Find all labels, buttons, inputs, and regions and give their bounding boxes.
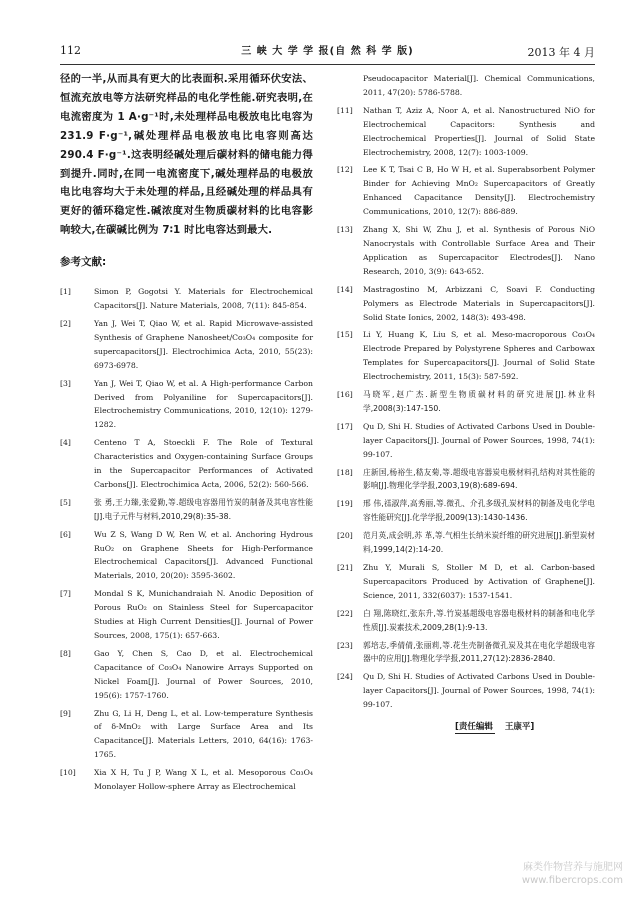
reference-text: Simon P, Gogotsi Y. Materials for Electrochemical Capacitors[J]. Nature Materials, 2008, 7(11): 845-854. [94, 287, 313, 311]
reference-number: [10] [60, 768, 76, 778]
reference-item [337, 497, 595, 525]
reference-list-right [337, 72, 595, 712]
reference-item [60, 285, 313, 313]
reference-number: [23] [337, 640, 353, 650]
reference-text: Pseudocapacitor Material[J]. Chemical Communications, 2011, 47(20): 5786-5788. [363, 74, 595, 97]
reference-number: [17] [337, 421, 353, 431]
reference-item [337, 466, 595, 494]
reference-text: Xia X H, Tu J P, Wang X L, et al. Mesoporous Co₃O₄ Monolayer Hollow-sphere Array as Electrochemical [94, 768, 313, 792]
reference-number: [2] [60, 318, 71, 328]
left-column [60, 70, 313, 798]
reference-number: [12] [337, 165, 353, 175]
reference-item [337, 639, 595, 667]
reference-item [337, 223, 595, 279]
reference-text: Zhu Y, Murali S, Stoller M D, et al. Carbon-based Supercapacitors Produced by Activation of Graphene[J]. Science, 2011, 332(6037): 1537-1541. [363, 563, 595, 600]
reference-item [337, 529, 595, 557]
reference-number: [7] [60, 589, 71, 599]
journal-title: 三 峡 大 学 学 报(自 然 科 学 版) [241, 46, 414, 57]
reference-text: Mastragostino M, Arbizzani C, Soavi F. Conducting Polymers as Electrode Materials in Supercapacitors[J]. Solid State Ionics, 2002, 148(3): 493-498. [363, 284, 595, 322]
reference-number: [18] [337, 467, 353, 477]
reference-number: [13] [337, 225, 353, 235]
reference-number: [22] [337, 608, 353, 618]
reference-item [60, 377, 313, 433]
reference-item [60, 707, 313, 763]
reference-text: Qu D, Shi H. Studies of Activated Carbons Used in Double-layer Capacitors[J]. Journal of Power Sources, 1998, 74(1): 99-107. [363, 672, 595, 710]
reference-text: 白 翔,陈晓红,张东升,等.竹炭基超级电容器电极材料的制备和电化学性质[J].炭素技术,2009,28(1):9-13. [363, 608, 595, 632]
header-rule [60, 64, 595, 65]
reference-text: Lee K T, Tsai C B, Ho W H, et al. Superabsorbent Polymer Binder for Achieving MnO₂ Supercapacitors of Greatly Enhanced Capacitance Density[J]. Electrochemistry Communications, 2010, 12(7): 886-889. [363, 165, 595, 217]
references-title: 参考文献: [60, 256, 107, 269]
reference-item [337, 561, 595, 603]
reference-text: Centeno T A, Stoeckli F. The Role of Textural Characteristics and Oxygen-containing Surface Groups in the Supercapacitor Performances of Activated Carbons[J]. Electrochimica Acta, 2006, 52(2): 560-566. [94, 438, 313, 489]
reference-list-left [60, 285, 313, 794]
reference-number: [20] [337, 531, 353, 541]
reference-item [337, 388, 595, 416]
reference-number [337, 72, 363, 100]
reference-number: [1] [60, 287, 71, 297]
reference-text: 马晓军,赵广杰.新型生物质碳材料的研究进展[J].林业科学,2008(3):147-150. [363, 390, 595, 413]
editor-credit [455, 720, 595, 734]
right-column [337, 72, 595, 734]
reference-number: [24] [337, 672, 353, 682]
reference-item [337, 72, 595, 100]
reference-text: Gao Y, Chen S, Cao D, et al. Electrochemical Capacitance of Co₃O₄ Nanowire Arrays Supported on Nickel Foam[J]. Journal of Power Sources, 2010, 195(6): 1757-1760. [94, 648, 313, 700]
reference-item [337, 104, 595, 160]
reference-text: Zhang X, Shi W, Zhu J, et al. Synthesis of Porous NiO Nanocrystals with Controllable Surface Area and Their Application as Supercapacitor Electrodes[J]. Nano Research, 2010, 3(9): 643-652. [363, 225, 595, 276]
reference-item [337, 607, 595, 635]
conclusion-paragraph: 径的一半,从而具有更大的比表面积.采用循环伏安法、恒流充放电等方法研究样品的电化学性能.研究表明,在电流密度为 1 A·g⁻¹时,未处理样品电极放电比电容为 231.9 F·g⁻¹,碱处理样品电极放电比电容则高达 290.4 F·g⁻¹.这表明经碱处理后碳材料的储电能力得到提升.同时,在同一电流密度下,碱处理样品的电极放电比电容均大于未处理的样品,且经碱处理的样品具有更好的循环稳定性.碱浓度对生物质碳材料的比电容影响较大,在碳碱比例为 7∶1 时比电容达到最大. [60, 73, 313, 237]
reference-text: Wu Z S, Wang D W, Ren W, et al. Anchoring Hydrous RuO₂ on Graphene Sheets for High-Performance Electrochemical Capacitors[J]. Advanced Functional Materials, 2010, 20(20): 3595-3602. [94, 529, 313, 581]
editor-name: 王康平] [504, 722, 535, 733]
reference-text: 庄新国,杨裕生,嵇友菊,等.超级电容器炭电极材料孔结构对其性能的影响[J].物理化学学报,2003,19(8):689-694. [363, 467, 595, 491]
reference-number: [16] [337, 390, 353, 400]
reference-text: 郭培志,季倩倩,张丽莉,等.花生壳制备微孔炭及其在电化学超级电容器中的应用[J].物理化学学报,2011,27(12):2836-2840. [363, 640, 595, 664]
reference-item [337, 283, 595, 325]
reference-item [60, 647, 313, 703]
reference-number: [21] [337, 563, 353, 572]
reference-number: [9] [60, 708, 71, 718]
reference-number: [19] [337, 499, 353, 509]
reference-number: [15] [337, 330, 353, 340]
reference-text: Zhu G, Li H, Deng L, et al. Low-temperature Synthesis of δ-MnO₂ with Large Surface Area and Its Capacitance[J]. Materials Letters, 2010, 64(16): 1763-1765. [94, 708, 313, 760]
issue-date: 2013 年 4 月 [527, 46, 595, 59]
watermark [522, 861, 623, 887]
reference-item [60, 317, 313, 373]
reference-text: 邢 伟,禚淑萍,高秀丽,等.微孔、介孔多级孔炭材料的制备及电化学电容性能研究[J].化学学报,2009(13):1430-1436. [363, 499, 595, 523]
reference-number: [14] [337, 284, 353, 294]
reference-number: [5] [60, 497, 71, 507]
watermark-line2: www.fibercrops.com [521, 875, 623, 886]
reference-text: Yan J, Wei T, Qiao W, et al. Rapid Microwave-assisted Synthesis of Graphene Nanosheet/Co₃O₄ composite for supercapacitors[J]. Electrochimica Acta, 2010, 55(23): 6973-6978. [94, 318, 313, 370]
reference-text: 范月英,成会明,苏 革,等.气相生长纳米炭纤维的研究进展[J].新型炭材料,1999,14(2):14-20. [363, 531, 595, 555]
reference-number: [11] [337, 105, 353, 115]
reference-text: 张 勇,王力臻,张爱勤,等.超级电容器用竹炭的制备及其电容性能[J].电子元件与材料,2010,29(8):35-38. [94, 497, 313, 521]
reference-item [60, 436, 313, 492]
reference-item [337, 328, 595, 384]
reference-text: Nathan T, Aziz A, Noor A, et al. Nanostructured NiO for Electrochemical Capacitors: Synthesis and Electrochemical Properties[J]. Journal of Solid State Electrochemistry, 2008, 12(7): 1003-1009. [363, 105, 595, 157]
reference-item [337, 163, 595, 219]
reference-text: Yan J, Wei T, Qiao W, et al. A High-performance Carbon Derived from Polyaniline for Supercapacitors[J]. Electrochemistry Communications, 2010, 12(10): 1279-1282. [94, 378, 313, 430]
reference-text: Qu D, Shi H. Studies of Activated Carbons Used in Double-layer Capacitors[J]. Journal of Power Sources, 1998, 74(1): 99-107. [363, 421, 595, 459]
reference-text: Mondal S K, Munichandraiah N. Anodic Deposition of Porous RuO₂ on Stainless Steel for Supercapacitor Studies at High Current Densities[J]. Journal of Power Sources, 2008, 175(1): 657-663. [94, 589, 313, 640]
reference-text: Li Y, Huang K, Liu S, et al. Meso-macroporous Co₃O₄ Electrode Prepared by Polystyrene Spheres and Carbowax Templates for Supercapacitors[J]. Journal of Solid State Electrochemistry, 2011, 15(3): 587-592. [363, 330, 595, 382]
reference-item [60, 528, 313, 584]
reference-number: [8] [60, 648, 71, 658]
watermark-line1: 麻类作物营养与施肥网 [523, 862, 623, 873]
editor-label: [责任编辑 [455, 722, 493, 733]
reference-number: [4] [60, 438, 71, 448]
reference-item [337, 420, 595, 462]
reference-item [60, 496, 313, 524]
reference-number: [3] [60, 378, 71, 388]
reference-number: [6] [60, 529, 71, 539]
page-header [60, 42, 595, 62]
page-number: 112 [60, 44, 81, 57]
reference-item [337, 670, 595, 712]
reference-item [60, 587, 313, 643]
reference-item [60, 766, 313, 794]
